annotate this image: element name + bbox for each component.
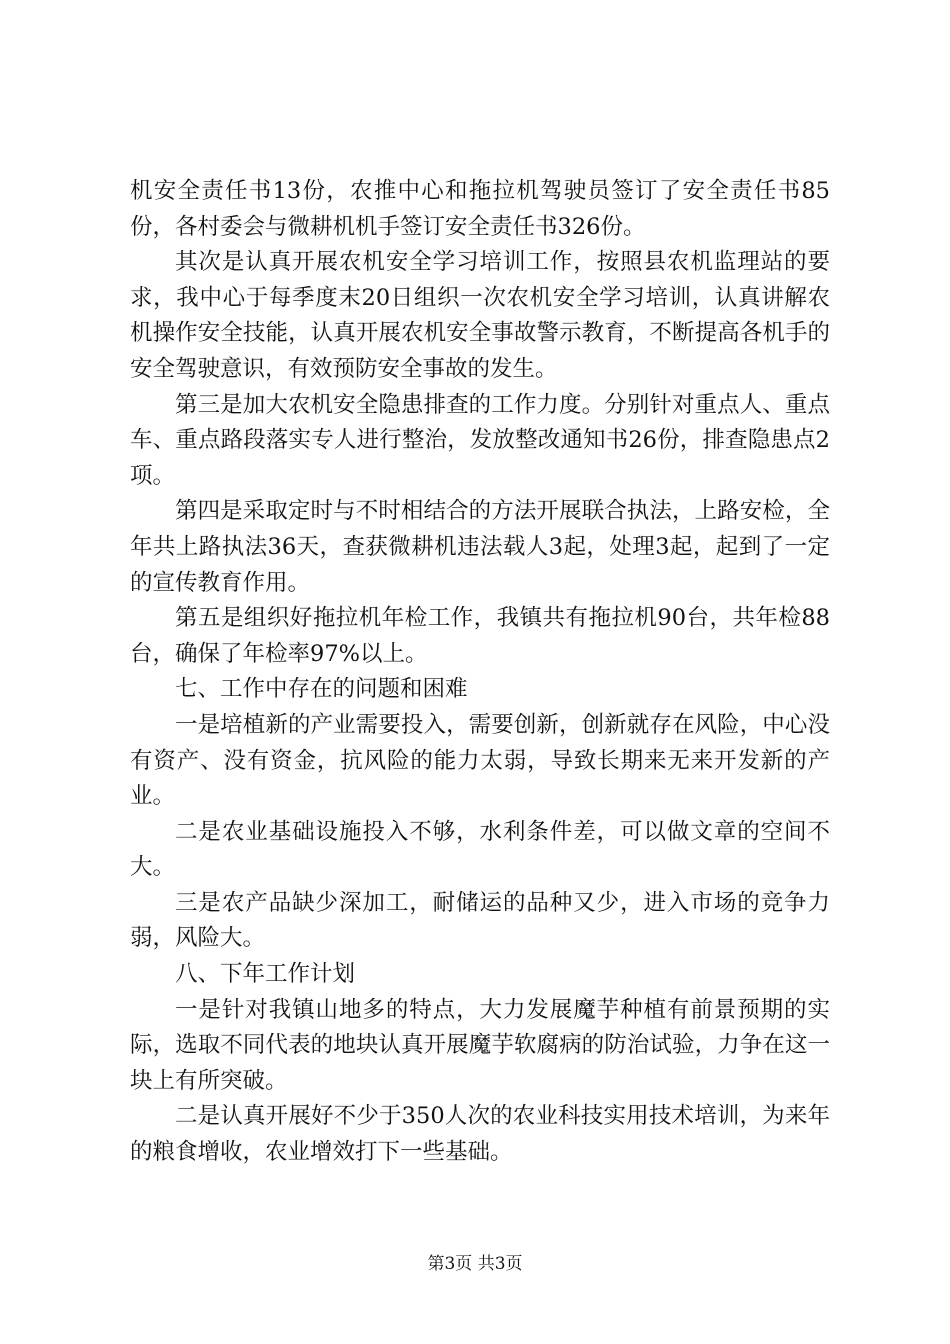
paragraph-hazard-inspection: 第三是加大农机安全隐患排查的工作力度。分别针对重点人、重点车、重点路段落实专人进行整治，发放整改通知书26份，排查隐患点2项。 xyxy=(130,391,830,489)
paragraph-plan-2: 二是认真开展好不少于350人次的农业科技实用技术培训，为来年的粮食增收，农业增效打下一些基础。 xyxy=(130,1103,830,1166)
paragraph-joint-enforcement: 第四是采取定时与不时相结合的方法开展联合执法，上路安检，全年共上路执法36天，查获微耕机违法载人3起，处理3起，起到了一定的宣传教育作用。 xyxy=(130,498,830,596)
document-body xyxy=(130,174,830,1171)
section-heading-plan: 八、下年工作计划 xyxy=(175,961,356,988)
paragraph-tractor-inspection: 第五是组织好拖拉机年检工作，我镇共有拖拉机90台，共年检88台，确保了年检率97%以上。 xyxy=(130,605,830,667)
paragraph-safety-training: 其次是认真开展农机安全学习培训工作，按照县农机监理站的要求，我中心于每季度末20日组织一次农机安全学习培训，认真讲解农机操作安全技能，认真开展农机安全事故警示教育，不断提高各机手的安全驾驶意识，有效预防安全事故的发生。 xyxy=(130,249,830,382)
paragraph-plan-1: 一是针对我镇山地多的特点，大力发展魔芋种植有前景预期的实际，选取不同代表的地块认真开展魔芋软腐病的防治试验，力争在这一块上有所突破。 xyxy=(130,996,830,1094)
paragraph-problem-2: 二是农业基础设施投入不够，水利条件差，可以做文章的空间不大。 xyxy=(130,818,830,881)
page-number-footer: 第3页 共3页 xyxy=(427,1254,523,1274)
paragraph-continuation: 机安全责任书13份，农推中心和拖拉机驾驶员签订了安全责任书85份，各村委会与微耕机机手签订安全责任书326份。 xyxy=(130,178,830,240)
paragraph-problem-1: 一是培植新的产业需要投入，需要创新，创新就存在风险，中心没有资产、没有资金，抗风险的能力太弱，导致长期来无来开发新的产业。 xyxy=(130,711,830,810)
paragraph-problem-3: 三是农产品缺少深加工，耐储运的品种又少，进入市场的竞争力弱，风险大。 xyxy=(130,889,830,952)
section-heading-problems: 七、工作中存在的问题和困难 xyxy=(175,676,468,703)
